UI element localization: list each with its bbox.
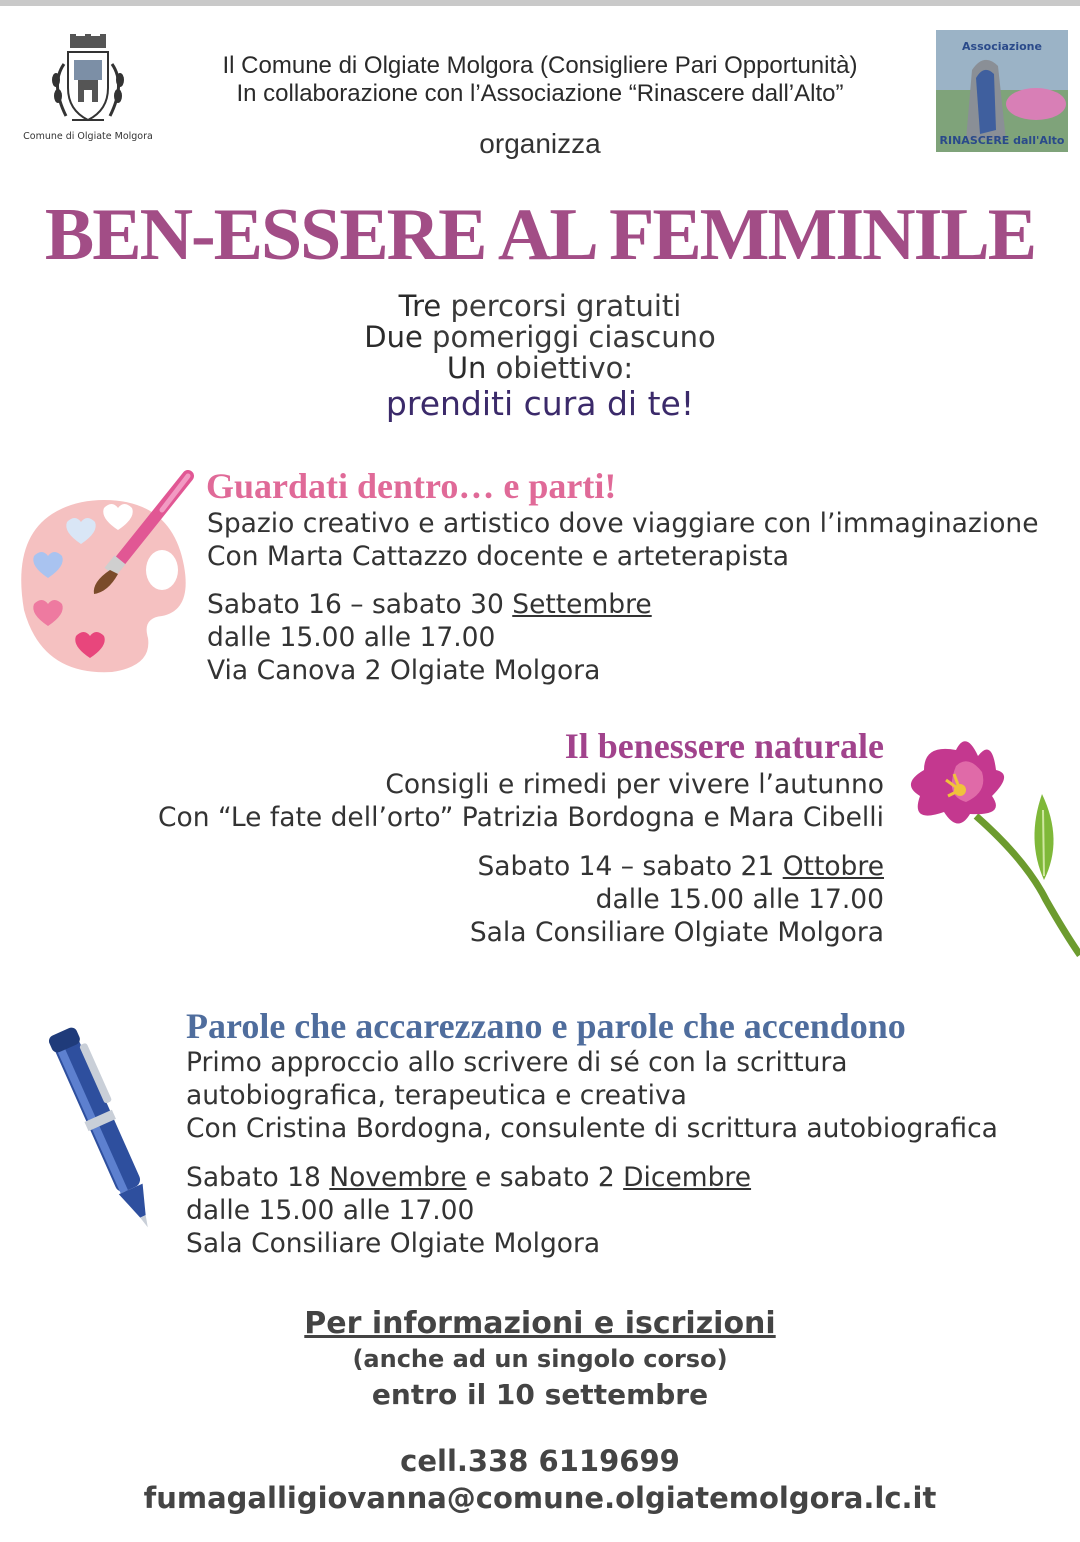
course-2-date-text: Sabato 14 – sabato 21: [477, 851, 783, 882]
course-1-desc-line-2: Con Marta Cattazzo docente e arteterapista: [207, 541, 790, 572]
course-1-desc-line-1: Spazio creativo e artistico dove viaggiare con l’immaginazione: [207, 508, 1039, 539]
course-3-details: [186, 1161, 986, 1260]
course-3-desc-line-2: autobiografica, terapeutica e creativa: [186, 1080, 687, 1111]
intro-line-2: [240, 321, 840, 353]
intro-line-1-lead: Tre: [398, 289, 442, 323]
association-logo: [936, 30, 1068, 152]
course-2-desc-line-2: Con “Le fate dell’orto” Patrizia Bordogna e Mara Cibelli: [158, 802, 884, 833]
course-3-title: Parole che accarezzano e parole che accendono: [186, 1006, 906, 1046]
course-3-month-2: Dicembre: [623, 1162, 752, 1193]
course-3-desc-line-3: Con Cristina Bordogna, consulente di scrittura autobiografica: [186, 1113, 998, 1144]
municipal-crest-logo: [44, 34, 132, 130]
course-2-desc-line-1: Consigli e rimedi per vivere l’autunno: [385, 769, 884, 800]
course-3-dates: [186, 1161, 986, 1194]
organizer-line-2: In collaborazione con l’Associazione “Rinascere dall’Alto”: [236, 80, 844, 107]
course-1-dates: [207, 588, 907, 621]
course-2-description: [60, 768, 884, 834]
palette-icon: [12, 470, 198, 680]
info-heading: Per informazioni e iscrizioni: [304, 1306, 776, 1341]
intro-line-1-rest: percorsi gratuiti: [441, 289, 682, 323]
course-1-place: Via Canova 2 Olgiate Molgora: [207, 655, 601, 686]
course-3-date-text-a: Sabato 18: [186, 1162, 330, 1193]
course-3-description: [186, 1046, 1066, 1145]
phone-number[interactable]: cell.338 6119699: [400, 1444, 680, 1478]
organizza-label: organizza: [479, 128, 601, 159]
organizer-line-1: Il Comune di Olgiate Molgora (Consigliere Pari Opportunità): [222, 52, 858, 79]
course-1-description: [207, 507, 1067, 573]
course-3-desc-line-1: Primo approccio allo scrivere di sé con la scrittura: [186, 1047, 848, 1078]
intro-line-3-rest: obiettivo:: [486, 351, 634, 385]
course-2-title: Il benessere naturale: [564, 726, 884, 766]
course-2-time: dalle 15.00 alle 17.00: [595, 884, 884, 915]
email-address[interactable]: fumagalligiovanna@comune.olgiatemolgora.lc.it: [143, 1481, 937, 1515]
course-1-month: Settembre: [512, 589, 652, 620]
course-3-time: dalle 15.00 alle 17.00: [186, 1195, 475, 1226]
intro-line-2-rest: pomeriggi ciascuno: [422, 320, 716, 354]
intro-line-3-lead: Un: [446, 351, 487, 385]
assoc-logo-text-bottom: RINASCERE dall'Alto: [939, 134, 1065, 147]
assoc-logo-text-top: Associazione: [962, 40, 1042, 53]
course-1-time: dalle 15.00 alle 17.00: [207, 622, 496, 653]
info-subheading: (anche ad un singolo corso): [352, 1345, 728, 1373]
course-2-details: [300, 850, 884, 949]
course-1-details: [207, 588, 907, 687]
course-2-place: Sala Consiliare Olgiate Molgora: [469, 917, 884, 948]
event-title: BEN-ESSERE AL FEMMINILE: [44, 194, 1036, 276]
intro-highlight: prenditi cura di te!: [385, 384, 695, 423]
course-1-title: Guardati dentro… e parti!: [206, 466, 617, 506]
course-3-month-1: Novembre: [329, 1162, 467, 1193]
intro-line-3: [240, 352, 840, 384]
top-border: [0, 0, 1080, 6]
flower-icon: [896, 730, 1080, 960]
course-3-date-text-b: e sabato 2: [466, 1162, 624, 1193]
course-3-place: Sala Consiliare Olgiate Molgora: [186, 1228, 601, 1259]
course-2-month: Ottobre: [782, 851, 884, 882]
registration-deadline: entro il 10 settembre: [371, 1378, 709, 1411]
intro-line-2-lead: Due: [364, 320, 423, 354]
pen-icon: [36, 1018, 176, 1244]
crest-label: Comune di Olgiate Molgora: [23, 131, 153, 142]
intro-line-1: [240, 290, 840, 322]
course-2-dates: [300, 850, 884, 883]
course-1-date-text: Sabato 16 – sabato 30: [207, 589, 513, 620]
